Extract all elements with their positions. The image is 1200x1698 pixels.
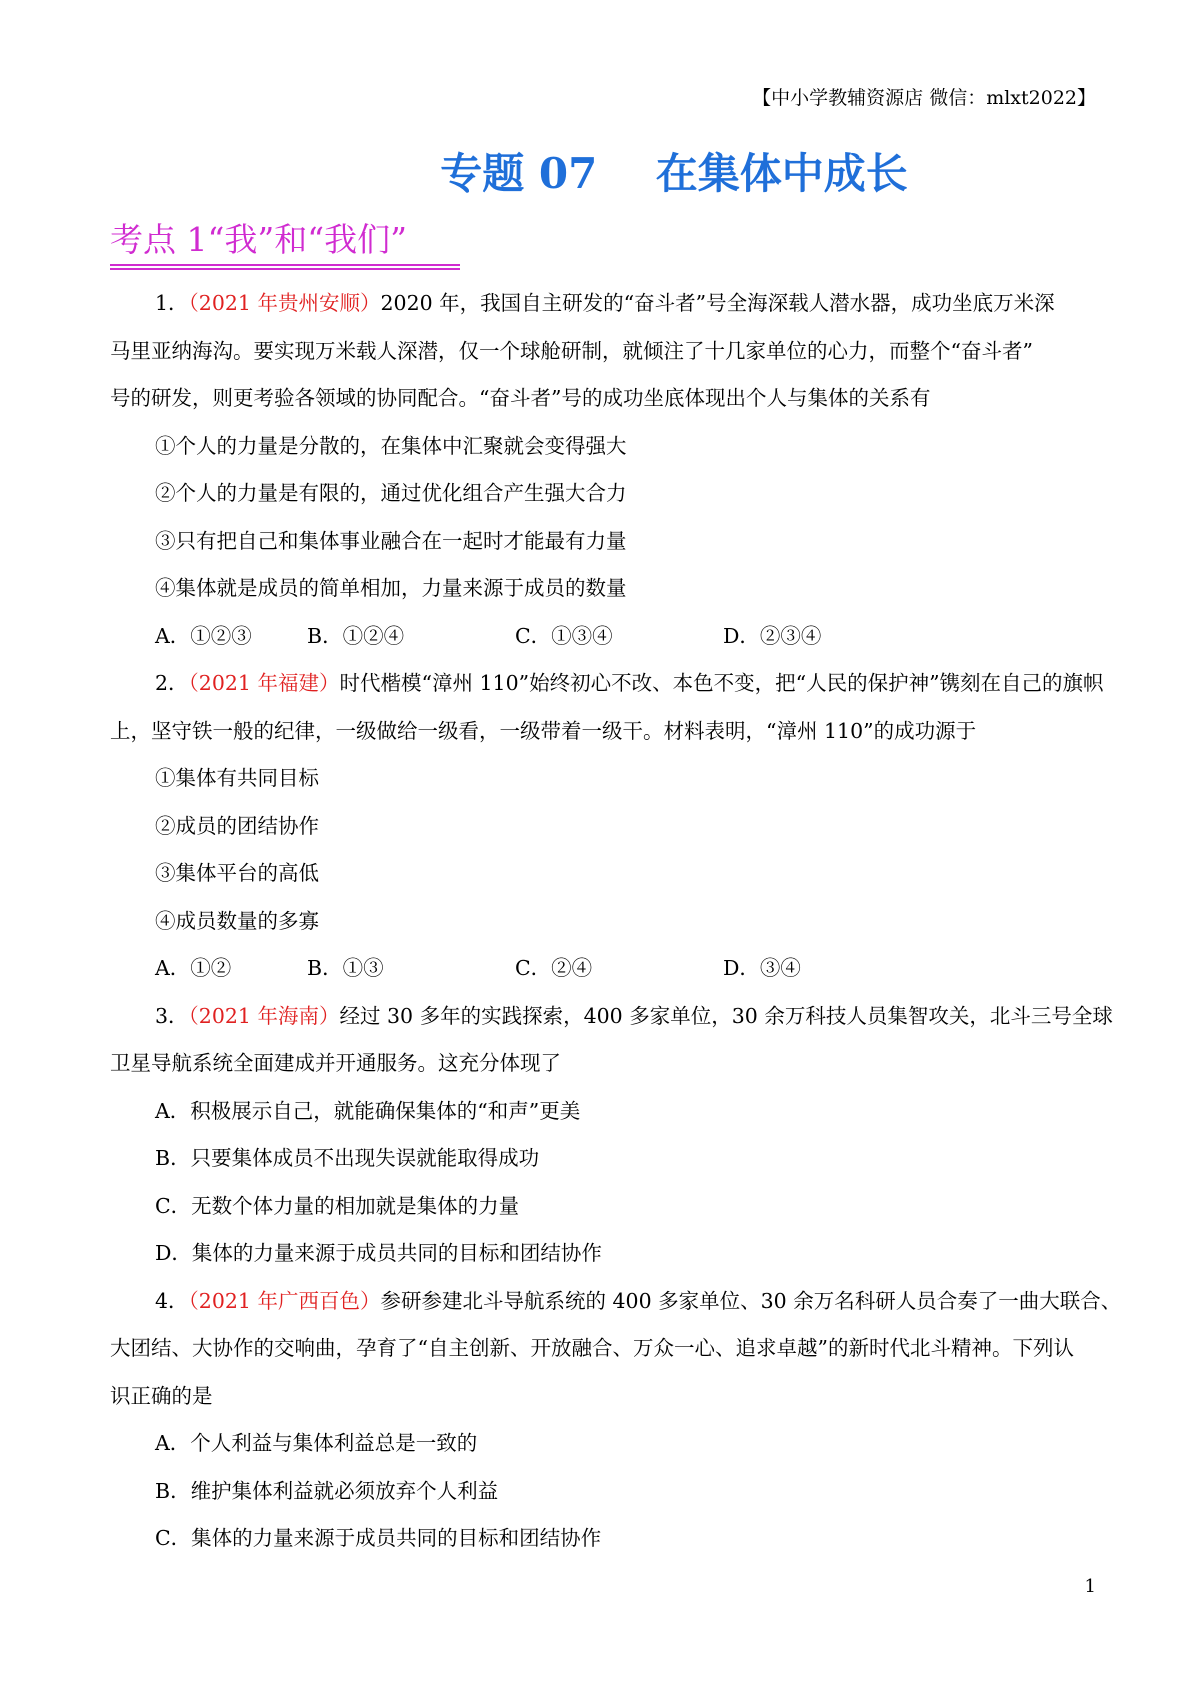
option-b: B．①③ xyxy=(307,956,384,980)
question-source: （2021 年海南） xyxy=(188,1003,340,1028)
statement-item: ②个人的力量是有限的，通过优化组合产生强大合力 xyxy=(155,481,627,505)
question-list xyxy=(110,280,1122,1563)
option-c: C．无数个体力量的相加就是集体的力量 xyxy=(155,1193,520,1218)
question-1-line-3: 号的研发，则更考验各领域的协同配合。“奋斗者”号的成功坐底体现出个人与集体的关系有 xyxy=(110,386,931,410)
option-b: B．维护集体利益就必须放弃个人利益 xyxy=(155,1478,499,1503)
statement-item: ③集体平台的高低 xyxy=(155,861,319,885)
option-a: A．①②③ xyxy=(155,623,252,648)
question-text: 时代楷模“漳州 110”始终初心不改、本色不变，把“人民的保护神”镌刻在自己的旗帜 xyxy=(339,671,1104,695)
page-number: 1 xyxy=(1084,1576,1096,1597)
question-1-line-1 xyxy=(110,280,1100,328)
header-note: 【中小学教辅资源店 微信：mlxt2022】 xyxy=(752,87,1096,109)
option-c: C．①③④ xyxy=(515,623,613,648)
question-2-line-1 xyxy=(110,660,1104,708)
statement-item: ④成员数量的多寡 xyxy=(155,908,319,933)
question-source: （2021 年贵州安顺） xyxy=(188,291,381,315)
topic-heading: 考点 1“我”和“我们” xyxy=(110,220,407,259)
page-title: 专题 07 在集体中成长 xyxy=(440,149,908,198)
option-d: D．②③④ xyxy=(723,623,822,648)
option-a: A．个人利益与集体利益总是一致的 xyxy=(155,1431,478,1455)
question-3-line-1 xyxy=(110,993,1113,1041)
question-4-line-3: 识正确的是 xyxy=(110,1383,213,1408)
option-a: A．①② xyxy=(155,956,232,980)
statement-item: ①个人的力量是分散的，在集体中汇聚就会变得强大 xyxy=(155,433,627,458)
question-source: （2021 年福建） xyxy=(188,671,340,695)
question-text: 2020 年，我国自主研发的“奋斗者”号全海深载人潜水器，成功坐底万米深 xyxy=(380,291,1055,315)
answer-options xyxy=(110,613,1100,661)
statement-item: ①集体有共同目标 xyxy=(155,766,319,790)
question-number: 2． xyxy=(155,671,189,695)
answer-options xyxy=(110,945,1100,993)
statement-item: ②成员的团结协作 xyxy=(155,813,319,838)
question-4-line-2: 大团结、大协作的交响曲，孕育了“自主创新、开放融合、万众一心、追求卓越”的新时代北斗精神。下列认 xyxy=(110,1336,1074,1360)
question-3-line-2: 卫星导航系统全面建成并开通服务。这充分体现了 xyxy=(110,1051,561,1075)
option-b: B．只要集体成员不出现失误就能取得成功 xyxy=(155,1146,540,1170)
question-2-line-2: 上，坚守铁一般的纪律，一级做给一级看，一级带着一级干。材料表明，“漳州 110”的成功源于 xyxy=(110,718,977,743)
option-b: B．①②④ xyxy=(307,623,405,648)
question-text: 经过 30 多年的实践探索，400 多家单位，30 余万科技人员集智攻关，北斗三号全球 xyxy=(339,1003,1113,1028)
question-4-line-1 xyxy=(110,1278,1122,1326)
option-a: A．积极展示自己，就能确保集体的“和声”更美 xyxy=(155,1098,581,1123)
statement-item: ④集体就是成员的简单相加，力量来源于成员的数量 xyxy=(155,576,627,600)
option-d: D．③④ xyxy=(723,956,801,980)
question-source: （2021 年广西百色） xyxy=(188,1288,381,1313)
question-1-line-2: 马里亚纳海沟。要实现万米载人深潜，仅一个球舱研制，就倾注了十几家单位的心力，而整个“奋斗者” xyxy=(110,338,1033,363)
topic-underline xyxy=(110,264,460,270)
option-c: C．集体的力量来源于成员共同的目标和团结协作 xyxy=(155,1526,602,1550)
question-number: 1． xyxy=(155,291,189,315)
option-c: C．②④ xyxy=(515,956,593,980)
statement-item: ③只有把自己和集体事业融合在一起时才能最有力量 xyxy=(155,528,627,553)
question-number: 4． xyxy=(155,1288,189,1313)
option-d: D．集体的力量来源于成员共同的目标和团结协作 xyxy=(155,1241,602,1265)
question-number: 3． xyxy=(155,1003,189,1028)
question-text: 参研参建北斗导航系统的 400 多家单位、30 余万名科研人员合奏了一曲大联合、 xyxy=(380,1288,1122,1313)
